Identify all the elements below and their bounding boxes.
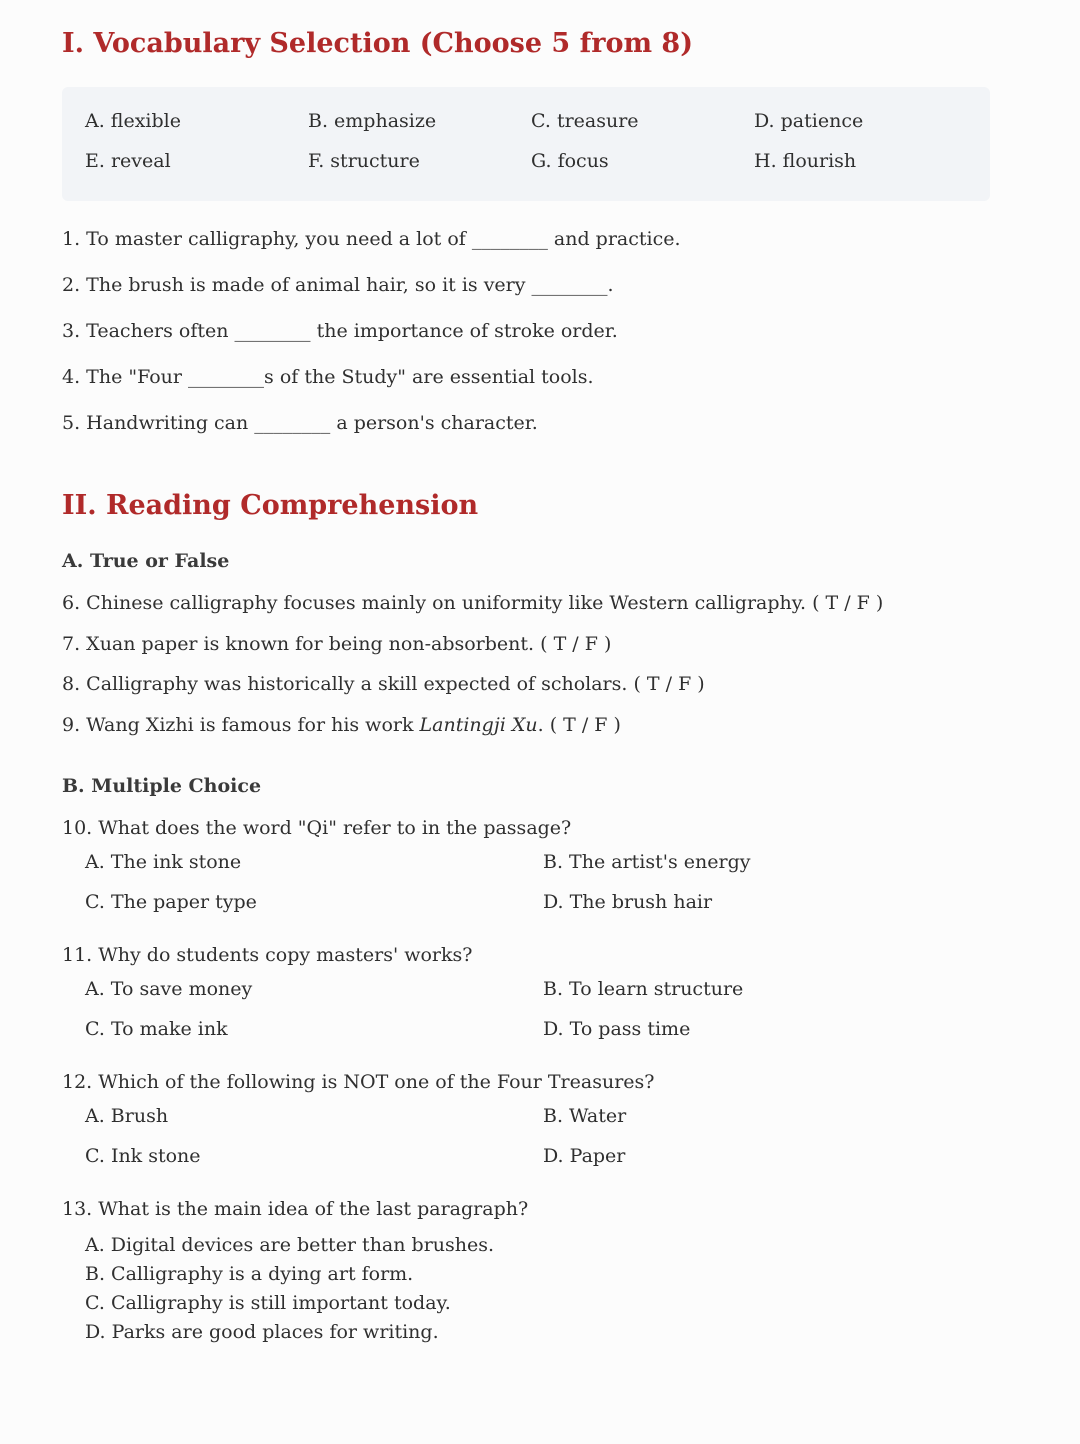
answer-option: B. To learn structure	[543, 978, 744, 1000]
word-option: G. focus	[531, 150, 609, 172]
answer-option: B. Water	[543, 1105, 627, 1127]
answer-option: A. Digital devices are better than brushes.	[85, 1234, 495, 1256]
question-9-suffix: . ( T / F )	[537, 713, 621, 736]
question-2: 2. The brush is made of animal hair, so it is very ________.	[62, 274, 614, 296]
answer-option: C. To make ink	[85, 1018, 228, 1040]
fill-in-questions	[62, 226, 681, 456]
question-9-work-title: Lantingji Xu	[419, 713, 538, 736]
true-false-heading: A. True or False	[62, 550, 230, 572]
word-option: D. patience	[754, 110, 864, 132]
question-13	[62, 1196, 962, 1347]
question-9	[62, 712, 883, 753]
section-title-vocabulary: I. Vocabulary Selection (Choose 5 from 8)	[62, 28, 693, 59]
question-6: 6. Chinese calligraphy focuses mainly on uniformity like Western calligraphy. ( T / F )	[62, 592, 884, 614]
answer-option: D. Parks are good places for writing.	[85, 1321, 439, 1343]
question-11	[62, 942, 962, 1042]
word-bank	[62, 87, 990, 201]
word-option: A. flexible	[85, 110, 181, 132]
question-5: 5. Handwriting can ________ a person's character.	[62, 412, 538, 434]
question-1: 1. To master calligraphy, you need a lot of ________ and practice.	[62, 228, 681, 250]
word-option: F. structure	[308, 150, 420, 172]
answer-option: C. Calligraphy is still important today.	[85, 1292, 451, 1314]
answer-option: A. Brush	[85, 1105, 169, 1127]
word-option: H. flourish	[754, 150, 857, 172]
question-text: 10. What does the word "Qi" refer to in the passage?	[62, 817, 572, 839]
question-7: 7. Xuan paper is known for being non-absorbent. ( T / F )	[62, 632, 612, 655]
question-10	[62, 815, 962, 915]
answer-option: A. The ink stone	[85, 851, 242, 873]
word-option: E. reveal	[85, 150, 171, 172]
question-3: 3. Teachers often ________ the importance of stroke order.	[62, 320, 618, 342]
answer-option: A. To save money	[85, 978, 253, 1000]
question-text: 11. Why do students copy masters' works?	[62, 944, 473, 966]
word-option: B. emphasize	[308, 110, 437, 132]
true-false-questions	[62, 590, 883, 752]
answer-option: B. Calligraphy is a dying art form.	[85, 1263, 414, 1285]
word-option: C. treasure	[531, 110, 639, 132]
answer-option: D. To pass time	[543, 1018, 691, 1040]
question-text: 12. Which of the following is NOT one of the Four Treasures?	[62, 1071, 655, 1093]
answer-option: D. The brush hair	[543, 891, 713, 913]
section-title-reading: II. Reading Comprehension	[62, 490, 479, 521]
question-text: 13. What is the main idea of the last paragraph?	[62, 1198, 529, 1220]
answer-option: D. Paper	[543, 1145, 626, 1167]
answer-option: B. The artist's energy	[543, 851, 751, 873]
question-8: 8. Calligraphy was historically a skill expected of scholars. ( T / F )	[62, 673, 705, 695]
answer-option: C. The paper type	[85, 891, 257, 913]
question-4: 4. The "Four ________s of the Study" are essential tools.	[62, 366, 594, 388]
multiple-choice-heading: B. Multiple Choice	[62, 775, 262, 797]
question-9-prefix: 9. Wang Xizhi is famous for his work	[62, 713, 420, 736]
question-12	[62, 1069, 962, 1169]
answer-option: C. Ink stone	[85, 1145, 201, 1167]
